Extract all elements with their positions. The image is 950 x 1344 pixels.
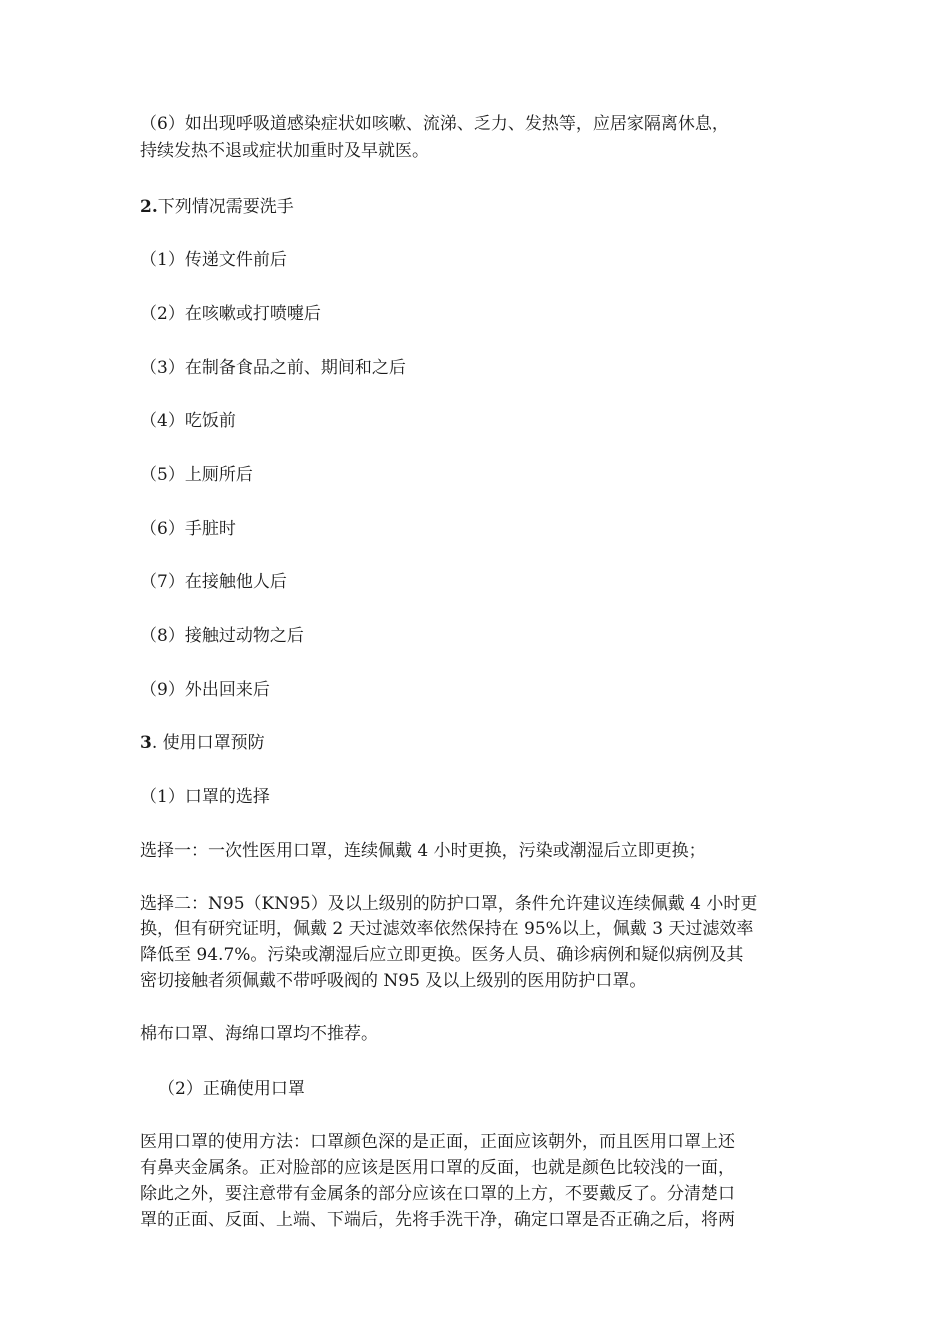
list-item: （2）在咳嗽或打喷嚏后: [140, 304, 321, 324]
paragraph-line: 选择二：N95（KN95）及以上级别的防护口罩，条件允许建议连续佩戴 4 小时更: [140, 894, 758, 914]
list-item: （5）上厕所后: [140, 465, 253, 485]
paragraph-line: 棉布口罩、海绵口罩均不推荐。: [140, 1024, 378, 1044]
subsection-heading: （1）口罩的选择: [140, 787, 270, 807]
section-heading-3: [140, 732, 820, 755]
section-number: 3: [140, 733, 152, 753]
list-item: （7）在接触他人后: [140, 572, 287, 592]
paragraph-line: 换，但有研究证明，佩戴 2 天过滤效率依然保持在 95%以上，佩戴 3 天过滤效率: [140, 919, 754, 939]
paragraph-line: 选择一：一次性医用口罩，连续佩戴 4 小时更换，污染或潮湿后立即更换；: [140, 841, 706, 861]
section-title: . 使用口罩预防: [151, 733, 265, 753]
list-item: （9）外出回来后: [140, 680, 270, 700]
list-item: （1）传递文件前后: [140, 250, 287, 270]
paragraph-line: 有鼻夹金属条。正对脸部的应该是医用口罩的反面，也就是颜色比较浅的一面，: [140, 1158, 735, 1178]
section-heading-2: [140, 196, 820, 219]
subsection-heading: （2）正确使用口罩: [158, 1079, 305, 1099]
list-item: （6）手脏时: [140, 519, 236, 539]
list-item: （4）吃饭前: [140, 411, 236, 431]
paragraph-line: （6）如出现呼吸道感染症状如咳嗽、流涕、乏力、发热等，应居家隔离休息，: [140, 114, 729, 134]
paragraph-line: 密切接触者须佩戴不带呼吸阀的 N95 及以上级别的医用防护口罩。: [140, 971, 647, 991]
paragraph-line: 降低至 94.7%。污染或潮湿后应立即更换。医务人员、确诊病例和疑似病例及其: [140, 945, 744, 965]
list-item: （8）接触过动物之后: [140, 626, 304, 646]
section-number: 2.: [140, 197, 158, 217]
list-item: （3）在制备食品之前、期间和之后: [140, 358, 406, 378]
paragraph-line: 除此之外，要注意带有金属条的部分应该在口罩的上方，不要戴反了。分清楚口: [140, 1184, 735, 1204]
section-title: 下列情况需要洗手: [157, 197, 294, 217]
paragraph-line: 持续发热不退或症状加重时及早就医。: [140, 141, 429, 161]
paragraph-line: 罩的正面、反面、上端、下端后，先将手洗干净，确定口罩是否正确之后，将两: [140, 1210, 735, 1230]
paragraph-line: 医用口罩的使用方法：口罩颜色深的是正面，正面应该朝外，而且医用口罩上还: [140, 1132, 735, 1152]
